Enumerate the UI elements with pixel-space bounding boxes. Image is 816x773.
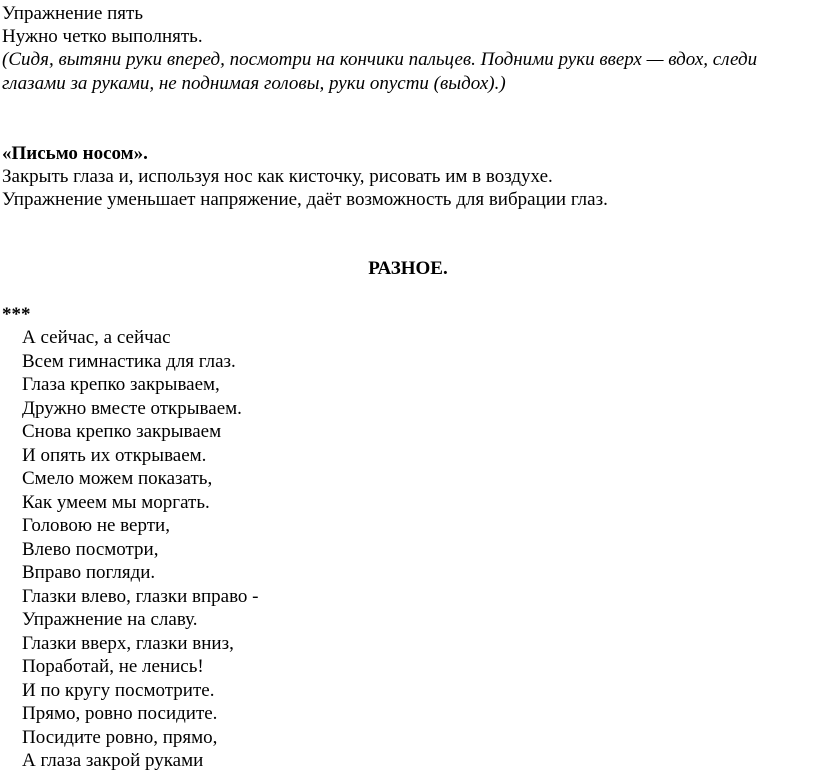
poem-line: Глаза крепко закрываем, bbox=[22, 374, 220, 395]
poem-line: Влево посмотри, bbox=[22, 538, 159, 560]
poem-line: Поработай, не ленись! bbox=[22, 656, 204, 677]
poem-line: Упражнение на славу. bbox=[22, 609, 198, 630]
poem-line: И опять их открываем. bbox=[22, 444, 207, 466]
poem-line: Посидите ровно, прямо, bbox=[22, 726, 218, 748]
exercise-subtitle: Нужно четко выполнять. bbox=[2, 26, 203, 47]
poem-line: Снова крепко закрываем bbox=[22, 421, 222, 442]
poem-line: Как умеем мы моргать. bbox=[22, 491, 210, 513]
poem-line: Смело можем показать, bbox=[22, 468, 213, 489]
poem-line: Дружно вместе открываем. bbox=[22, 397, 242, 419]
poem-line: Глазки влево, глазки вправо - bbox=[22, 585, 259, 607]
instruction-line-1: (Сидя, вытяни руки вперед, посмотри на кончики пальцев. Подними руки вверх — вдох, следи bbox=[2, 49, 758, 70]
poem-line: Всем гимнастика для глаз. bbox=[22, 350, 236, 372]
poem-line: А глаза закрой руками bbox=[22, 750, 204, 771]
misc-heading: РАЗНОЕ. bbox=[368, 258, 448, 279]
poem-line: Прямо, ровно посидите. bbox=[22, 703, 218, 724]
stars-separator: *** bbox=[2, 304, 31, 325]
poem-line: Вправо погляди. bbox=[22, 562, 156, 583]
instruction-line-2: глазами за руками, не поднимая головы, руки опусти (выдох).) bbox=[2, 73, 506, 94]
exercise-title: Упражнение пять bbox=[2, 3, 144, 24]
poem bbox=[22, 326, 259, 773]
nose-writing-line-2: Упражнение уменьшает напряжение, даёт возможность для вибрации глаз. bbox=[2, 189, 608, 210]
poem-line: И по кругу посмотрите. bbox=[22, 679, 215, 701]
poem-line: Головою не верти, bbox=[22, 515, 170, 536]
poem-line: А сейчас, а сейчас bbox=[22, 327, 171, 348]
poem-line: Глазки вверх, глазки вниз, bbox=[22, 632, 234, 654]
nose-writing-line-1: Закрыть глаза и, используя нос как кисточку, рисовать им в воздухе. bbox=[2, 166, 553, 187]
nose-writing-heading: «Письмо носом». bbox=[2, 143, 148, 164]
